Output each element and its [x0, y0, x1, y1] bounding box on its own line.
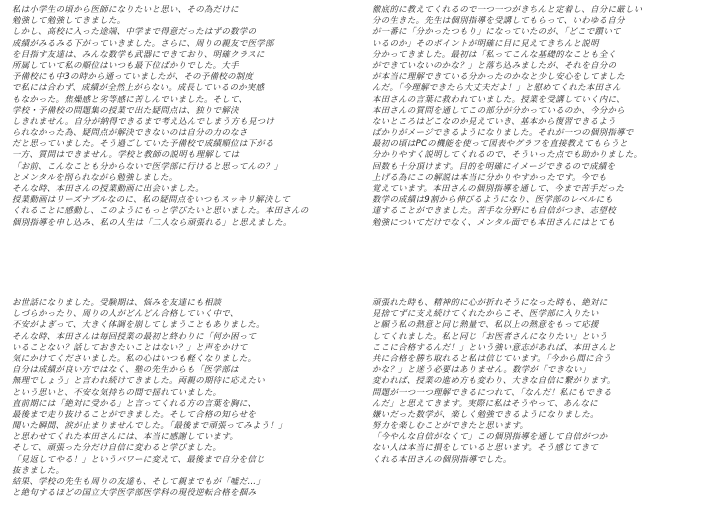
text-line: 数学の成績は9割から伸びるようになり、医学部のレベルにも: [372, 194, 614, 205]
text-line: ばかりがメージできるようになりました。それが一つの個別指導で: [372, 127, 634, 138]
text-line: んだ」と思えてきます。実際に私はそうやって、あんなに: [372, 397, 599, 408]
text-line: しきれません。自分が納得できるまで考え込んでしまう方も見つけ: [12, 115, 275, 126]
text-line: 努力を楽しむことができたと思います。: [372, 420, 529, 431]
text-line: だと思っていました。そう過ごしていた予備校で成績順位は下がる: [12, 138, 274, 149]
text-line: 所属していて私の順位はいつも最下位ばかりでした。大手: [12, 59, 239, 70]
text-line: 上げる為にこの解説は本当に分かりやすかったです。今でも: [372, 171, 607, 182]
text-line: 本田さんの質問を通してこの部分が分かっているのか、今分から: [372, 104, 626, 115]
text-line: そんな時、本田さんの授業動画に出会いました。: [12, 183, 204, 193]
text-line: 分かってきました。最初は「私ってこんな基礎的なことも全く: [372, 48, 617, 59]
text-line: 結果、学校の先生も周りの友達も、そして親までもが「嘘だ…」: [12, 476, 266, 486]
text-line: 勉強についてだけでなく、メンタル面でも本田さんにはとても: [372, 216, 616, 227]
text-line: 最後まで走り抜けることができました。そして合格の知らせを: [12, 408, 257, 419]
text-line: くれる本田さんの個別指導でした。: [372, 453, 512, 464]
text-line: が一番に「分かったつもり」になっていたのが、「どこで躓いて: [372, 26, 621, 37]
text-line: という思いと、不安な気持ちの間で揺れていました。: [12, 386, 222, 397]
text-line: 聞いた瞬間、涙が止まりませんでした。「最後まで頑張ってみよう！」: [12, 420, 288, 431]
text-line: んだ。「今理解できたら大丈夫だよ！」と慰めてくれた本田さん: [372, 82, 621, 93]
text-line: してくれました。私と同じ「お医者さんになりたい」という: [372, 330, 608, 341]
text-line: 最初の頃はPCの機能を使って図表やグラフを直接教えてもらうと: [372, 138, 628, 149]
text-line: 学校・予備校の問題集の授業で出た疑問点は、独りで解決: [12, 104, 239, 115]
text-line: と願う私の熱意と同じ熱量で、私以上の熱意をもって応援: [372, 319, 599, 330]
text-line: いるのか」そのポイントが明確に目に見えてきちんと説明: [372, 37, 599, 48]
text-line: で私には合わず、成績が全然上がらない。成長しているのか実感: [12, 82, 265, 93]
text-line: 回数も十分頂けます。目的を明確にイメージできるので成績を: [372, 160, 616, 171]
text-line: 「見返してやる！」というパワーに変えて、最後まで自分を信じ: [12, 453, 265, 464]
text-line: られなかった為、疑問点が解決できないのは自分の力のなさ: [12, 127, 248, 138]
handwritten-lines: [360, 0, 701, 228]
text-line: ないところはどこなのか見えていき、基本から復習できるよう: [372, 115, 616, 126]
text-line: を目指す友達は、みんな数学も武器にできており、明確クラスに: [12, 48, 265, 59]
text-line: そんな時、本田さんは毎回授業の最初と終わりに「何か困って: [12, 330, 257, 341]
text-line: 問題が一つ一つ理解できるにつれて、「なんだ！私にもできる: [372, 386, 612, 397]
text-line: 達することができました。苦手な分野にも自信がつき、志望校: [372, 205, 616, 216]
text-line: ができていないのかな？」と落ち込みましたが、それを自分の: [372, 59, 617, 70]
text-line: と絶句するほどの国立大学医学部医学科の現役逆転合格を掴み: [12, 487, 257, 498]
text-line: が本当に理解できている分かったのかなと少し安心をしてました: [372, 71, 626, 82]
text-line: 予備校にも中3の時から通っていましたが、その予備校の制度: [12, 71, 254, 82]
text-line: 気にかけてくださいました。私の心はいつも軽くなりました。: [12, 352, 257, 363]
text-line: 頑張れた時も、精神的に心が折れそうになった時も、絶対に: [372, 297, 608, 307]
page-bottom-right: [360, 253, 701, 506]
page-top-right: [360, 0, 701, 253]
text-line: くれることに感動し、このようにもっと学びたいと思いました。本田さんの: [12, 205, 309, 216]
text-line: 自分は成績が良い方ではなく、塾の先生からも「医学部は: [12, 364, 239, 375]
text-line: 無理でしょう」と言われ続けてきました。両親の期待に応えたい: [12, 375, 266, 386]
text-line: 成績がみるみる下がっていきました。さらに、周りの親友で医学部: [12, 37, 274, 48]
text-line: 不安がよぎって、大きく体調を崩してしまうこともありました。: [12, 319, 265, 330]
text-line: 分かりやすく説明してくれるので、そういった点でも助かりました。: [372, 149, 643, 160]
text-line: 分の生きた。先生は個別指導を受講してもらって、いわゆる自分: [372, 15, 625, 26]
handwritten-lines: [360, 253, 701, 465]
text-line: しづらかったり、周りの人がどんどん合格していく中で、: [12, 308, 239, 319]
text-line: 共に合格を勝ち取れると私は信じています。「今から間に合う: [372, 352, 612, 363]
text-line: 直前期には「絶対に受かる」と言ってくれる方の言葉を胸に、: [12, 397, 257, 408]
page-bottom-left: [0, 253, 340, 506]
text-line: 覚えています。本田さんの個別指導を通して、今まで苦手だった: [372, 183, 625, 193]
text-line: ない人は本当に損をしていると思います。そう感じてきて: [372, 442, 599, 453]
text-line: 勉強して勉強してきました。: [12, 15, 126, 26]
page-gutter: [340, 0, 360, 506]
text-line: 私は小学生の頃から医師になりたいと思い、その為だけに: [12, 4, 239, 14]
text-line: 見捨てずに支え続けてくれたからこそ、医学部に入りたい: [372, 308, 599, 319]
handwritten-lines: [0, 0, 340, 228]
text-line: もなかった。焦燥感と劣等感に苦しんでいました。そして、: [12, 93, 248, 104]
text-line: ここに合格するんだ！」という強い意志があれば、本田さんと: [372, 341, 617, 352]
handwritten-lines: [0, 253, 340, 498]
text-line: 「今やんな自信がなくて」この個別指導を通して自信がつか: [372, 431, 608, 442]
text-line: 個別指導を申し込み、私の人生は「二人なら頑張れる」と思えました。: [12, 216, 292, 227]
text-line: しかし、高校に入った途端、中学まで得意だったはずの数学の: [12, 26, 257, 37]
text-line: お世話になりました。受験期は、悩みを友達にも相談: [12, 297, 222, 307]
text-line: とメンタルを削られながら勉強しました。: [12, 171, 178, 182]
text-line: と思わせてくれた本田さんには、本当に感謝しています。: [12, 431, 239, 442]
text-line: 抜きました。: [12, 464, 65, 475]
text-line: 嫌いだった数学が、楽しく勉強できるようになりました。: [372, 408, 599, 419]
text-line: いることない？話しておきたいことはない？」と声をかけて: [12, 341, 248, 352]
text-line: 授業動画はリーズナブルなのに、私の疑問点をいつもスッキリ解決して: [12, 194, 291, 205]
text-line: 徹底的に教えてくれるので一つ一つがきちんと定着し、自分に厳しい: [372, 4, 643, 14]
text-line: かな？」と迷う必要はありません。数学が「できない」: [372, 364, 591, 375]
text-line: 一方、質問はできません。学校と教師の説明も理解しては: [12, 149, 240, 160]
text-line: そして、頑張った分だけ自信に変わると学びました。: [12, 442, 222, 453]
text-line: 変われば、授業の進め方も変わり、大きな自信に繋がります。: [372, 375, 616, 386]
text-line: 「お前、こんなことも分からないで医学部に行けると思ってんの？」: [12, 160, 283, 171]
page-top-left: [0, 0, 340, 253]
text-line: 本田さんの言葉に救われていました。授業を受講していく内に、: [372, 93, 626, 104]
